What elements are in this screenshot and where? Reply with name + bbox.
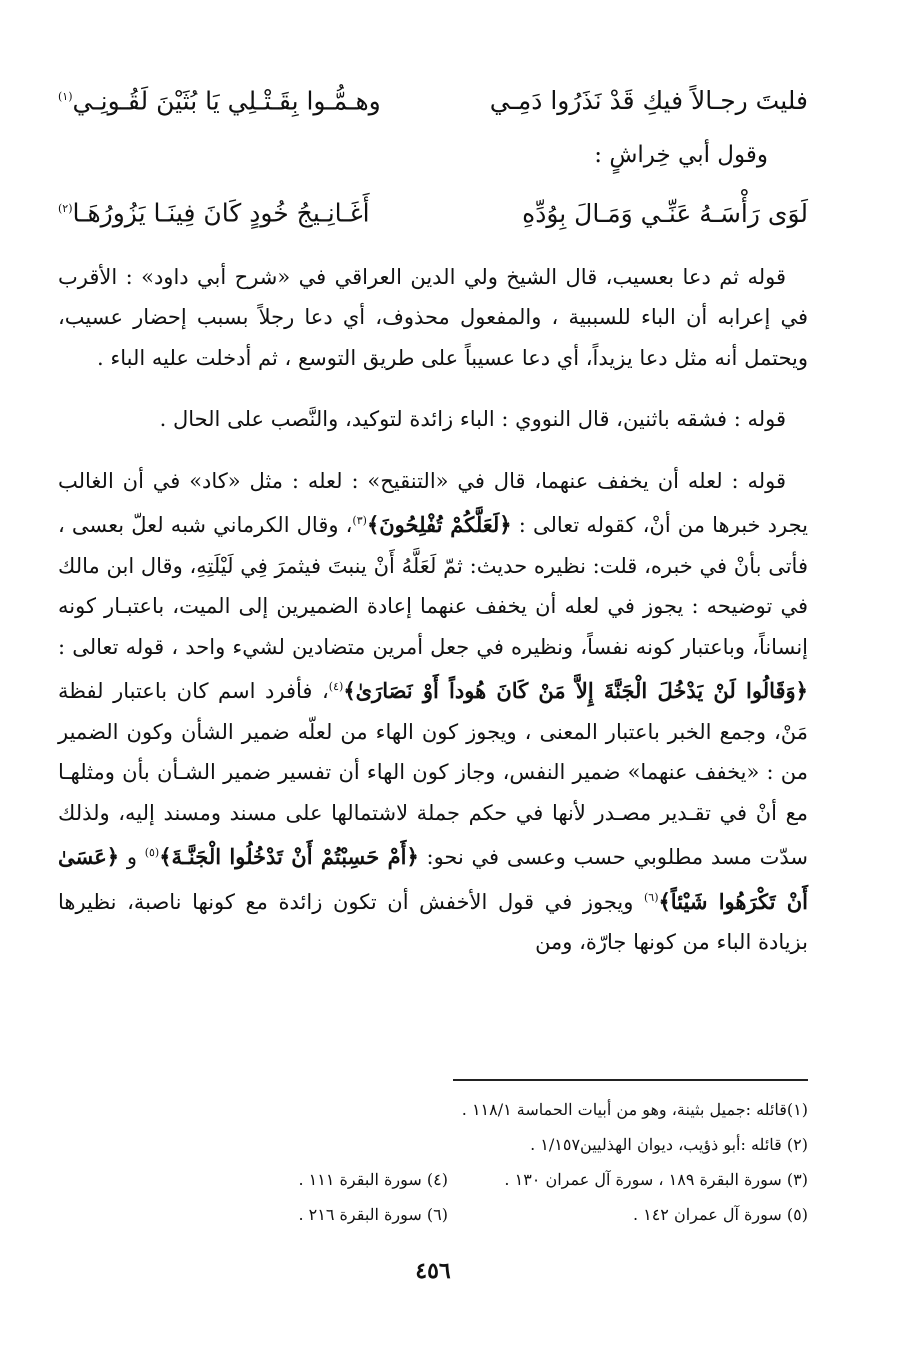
paragraph-asib: قوله ثم دعا بعسيب، قال الشيخ ولي الدين العراقي في «شرح أبي داود» : الأقرب في إعرابه أن الباء للسببية ، والمفعول محذوف، أي دعا رجلاً بسبب إحضار عسيب، ويحتمل أنه مثل دعا يزيداً، أي دعا عسيباً على طريق التوسع ، ثم أدخلت عليه الباء . — [58, 264, 808, 370]
footnote-6: (٦) سورة البقرة ٢١٦ . — [298, 1205, 448, 1224]
footnote-marker-1: (١) — [58, 90, 73, 103]
footnote-row — [58, 1092, 808, 1127]
verse-1-second-hemistich-text: وهـمُّـوا بِقَـتْـلِي يَا بُثَيْنَ لَقُـونِـي — [72, 86, 381, 116]
verse-2-second-hemistich — [58, 182, 370, 240]
page-number: ٤٥٦ — [415, 1258, 451, 1284]
paragraph-laallahu-part-4: ويجوز في قول الأخفش أن تكون زائدة مع كونها ناصبة، نظيرها بزيادة الباء من كونها جارّة، ومن — [58, 889, 808, 955]
book-page — [58, 70, 808, 1300]
paragraph-bathnayn: قوله : فشقه باثنين، قال النووي : الباء زائدة لتوكيد، والنَّصب على الحال . — [159, 407, 786, 432]
paragraph-laallahu-part-2: ، وقال الكرماني شبه لعلّ بعسى ، فأتى بأنْ في خبره، قلت: نظيره حديث: ثمّ لَعَلَّهُ أَنْ ينبتَ فيثمرَ فِي لَيْلَتِهِ، وقال ابن مالك في توضيحه : يجوز في لعله أن يخفف عنهما إعادة الضميرين إلى الميت، باعتبـار كونه إنساناً، وباعتبار كونه نفساً، ونظيره في جعل أمرين متضادين لشيء واحد ، قوله تعالى : — [58, 513, 808, 659]
conjunction-wa: و — [126, 845, 137, 870]
quran-quote-shayan: ﴿عَسَىٰ أَنْ تَكْرَهُوا شَيْئاً﴾ — [58, 844, 808, 914]
verse-1-first-hemistich: فليتَ رجـالاً فيكِ قَدْ نَذَرُوا دَمِـي — [489, 86, 808, 116]
poem-verse-1 — [58, 70, 808, 128]
verse-2-first-hemistich: لَوَى رَأْسَـهُ عَنِّـي وَمَـالَ بِوُدِّهِ — [522, 198, 808, 228]
footnote-marker-4: (٤) — [328, 680, 344, 694]
footnote-row — [58, 1197, 808, 1232]
footnote-1: (١)قائله :جميل بثينة، وهو من أبيات الحماسة ١١٨/١ . — [461, 1100, 808, 1119]
footnote-marker-2: (٢) — [58, 202, 73, 216]
footnotes — [58, 1092, 808, 1232]
poem-verse-2 — [58, 182, 808, 240]
quran-quote-al-janna: ﴿أَمْ حَسِبْتُمْ أَنْ تَدْخُلُوا الْجَنَّـةَ﴾ — [159, 844, 419, 870]
footnote-marker-6: (٦) — [643, 890, 659, 904]
footnote-5: (٥) سورة آل عمران ١٤٢ . — [632, 1205, 808, 1224]
quran-quote-tuflihun: ﴿لَعَلَّكُمْ تُفْلِحُونَ﴾ — [366, 512, 512, 538]
footnote-marker-5: (٥) — [144, 846, 160, 860]
poem-introduction: وقول أبي خِراشٍ : — [594, 142, 768, 169]
footnote-separator — [453, 1079, 808, 1081]
verse-1-second-hemistich — [58, 70, 381, 128]
footnote-3: (٣) سورة البقرة ١٨٩ ، سورة آل عمران ١٣٠ . — [504, 1170, 808, 1189]
paragraph-laallahu — [58, 461, 808, 963]
quran-quote-nasara: ﴿وَقَالُوا لَنْ يَدْخُلَ الْجَنَّةَ إِلاَّ مَنْ كَانَ هُوداً أَوْ نَصَارَىٰ﴾ — [343, 678, 808, 704]
footnote-4: (٤) سورة البقرة ١١١ . — [298, 1170, 448, 1189]
footnote-row — [58, 1162, 808, 1197]
paragraph-laallahu-part-3: ، فأفرد اسم كان باعتبار لفظة مَنْ، وجمع الخبر باعتبار المعنى ، ويجوز كون الهاء من لعلّه ضمير الشأن وكون الضمير من : «يخفف عنهما» ضمير النفس، وجاز كون الهاء أن تفسير ضمير الشـأن بأن ومثلهـا مع أنْ في تقـدير مصـدر لأنها في حكم جملة لاشتمالها على مسند ومسند إليه، ولذلك سدّت مسد مطلوبي حسب وعسى في نحو: — [58, 679, 808, 870]
verse-2-second-hemistich-text: أَغَـانِـيجُ خُودٍ كَانَ فِينَـا يَزُورُهَـا — [72, 198, 370, 228]
paragraph-laallahu-part-1: قوله : لعله أن يخفف عنهما، قال في «التنقيح» : لعله : مثل «كاد» في أن الغالب يجرد خبرها من أنْ، كقوله تعالى : — [58, 468, 808, 538]
footnote-row — [58, 1127, 808, 1162]
footnote-2: (٢) قائله :أبو ذؤيب، ديوان الهذليين١/١٥٧ . — [530, 1135, 808, 1154]
footnote-marker-3: (٣) — [352, 514, 367, 528]
